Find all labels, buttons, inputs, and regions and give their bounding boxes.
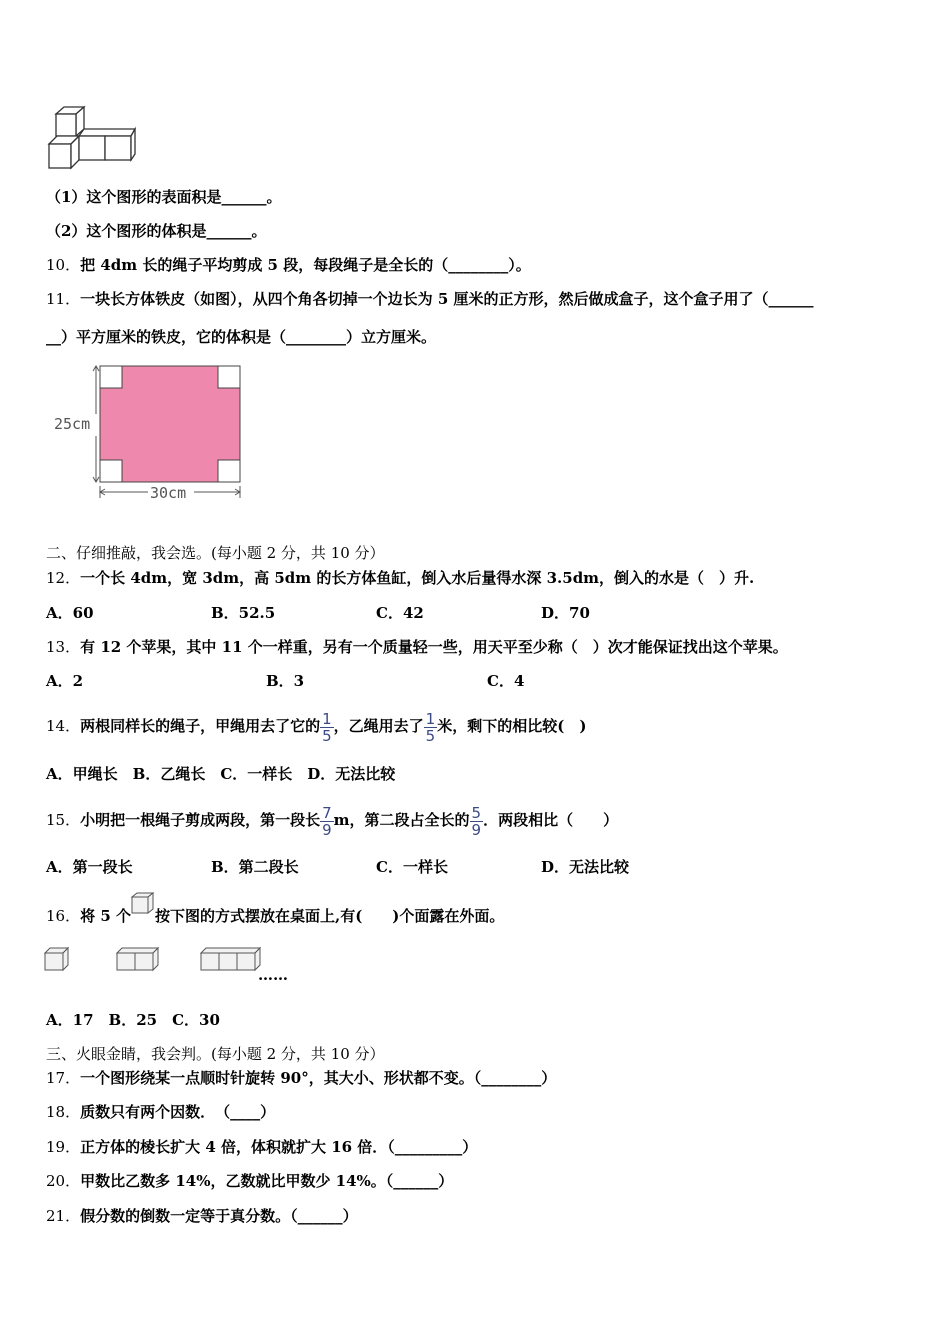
question-text: 假分数的倒数一定等于真分数。（______） [80, 1207, 358, 1225]
option-d: D．70 [541, 604, 590, 622]
question-text: 甲数比乙数多 14%，乙数就比甲数少 14%。（______） [80, 1172, 454, 1190]
cube-arrangement-figure [44, 946, 264, 974]
q9-part1: （1）这个图形的表面积是______。 [46, 188, 282, 206]
question-20 [46, 1171, 453, 1191]
option-a: A．第一段长 [46, 858, 133, 876]
option-b: B．3 [266, 672, 305, 690]
question-text: 质数只有两个因数． （____） [80, 1103, 276, 1121]
question-13 [46, 637, 788, 657]
option-c: C．42 [376, 604, 424, 622]
cube-icon [131, 892, 155, 914]
option-a: A．2 [46, 672, 84, 690]
question-14: 14．两根同样长的绳子，甲绳用去了它的 $\frac{1}{5}$ ，乙绳用去了 $\frac{1}{5}$ 米，剩下的相比较( ) [46, 709, 587, 745]
question-number: 21． [46, 1207, 81, 1225]
section-2-title: 二、仔细推敲，我会选。(每小题 2 分，共 10 分） [46, 544, 385, 562]
question-number: 15． [46, 811, 81, 829]
question-number: 20． [46, 1172, 81, 1190]
question-number: 19． [46, 1138, 81, 1156]
section-3-title: 三、火眼金睛，我会判。(每小题 2 分，共 10 分） [46, 1045, 385, 1063]
option-c: C．4 [487, 672, 525, 690]
question-text: 小明把一根绳子剪成两段，第一段长 [80, 811, 321, 829]
question-17 [46, 1068, 556, 1088]
question-21 [46, 1206, 358, 1226]
question-text: 将 5 个 [80, 907, 131, 925]
question-number: 18． [46, 1103, 81, 1121]
fraction: $\frac{5}{9}$ [471, 803, 482, 839]
question-text: 正方体的棱长扩大 4 倍，体积就扩大 16 倍．（_________） [80, 1138, 478, 1156]
question-15: 15．小明把一根绳子剪成两段，第一段长 $\frac{7}{9}$ m，第二段占全长的 $\frac{5}{9}$ ．两段相比（ ） [46, 803, 619, 839]
question-10 [46, 255, 531, 275]
question-number: 10． [46, 256, 81, 274]
question-number: 14． [46, 717, 81, 735]
figure-height-label: 25cm [54, 415, 91, 433]
sheet-metal-figure [52, 362, 252, 504]
question-text: 一个长 4dm，宽 3dm，高 5dm 的长方体鱼缸，倒入水后量得水深 3.5dm，倒入的水是（ ）升. [80, 569, 755, 587]
question-number: 17． [46, 1069, 81, 1087]
question-text: 两根同样长的绳子，甲绳用去了它的 [80, 717, 321, 735]
question-16: 16．将 5 个 按下图的方式摆放在桌面上,有( )个面露在外面。 [46, 904, 504, 926]
question-12 [46, 568, 754, 588]
question-11-line2: __）平方厘米的铁皮，它的体积是（________）立方厘米。 [46, 328, 437, 346]
question-number: 11． [46, 290, 81, 308]
question-number: 16． [46, 907, 81, 925]
question-number: 12． [46, 569, 81, 587]
figure-width-label: 30cm [150, 484, 187, 502]
question-14-options: A．甲绳长 B．乙绳长 C．一样长 D．无法比较 [46, 765, 396, 783]
question-number: 13． [46, 638, 81, 656]
option-b: B．第二段长 [211, 858, 299, 876]
question-text: 有 12 个苹果，其中 11 个一样重，另有一个质量轻一些，用天平至少称（ ）次才能保证找出这个苹果。 [80, 638, 788, 656]
option-b: B．52.5 [211, 604, 276, 622]
question-text: 把 4dm 长的绳子平均剪成 5 段，每段绳子是全长的（________）。 [80, 256, 531, 274]
fraction: $\frac{7}{9}$ [322, 803, 332, 839]
q9-part2: （2）这个图形的体积是______。 [46, 222, 267, 240]
option-c: C．一样长 [376, 858, 448, 876]
question-19 [46, 1137, 477, 1157]
question-18 [46, 1102, 275, 1122]
question-text: 一块长方体铁皮（如图），从四个角各切掉一个边长为 5 厘米的正方形，然后做成盒子，这个盒子用了（______ [80, 290, 814, 308]
question-16-options: A．17 B．25 C．30 [46, 1011, 220, 1029]
option-d: D．无法比较 [541, 858, 630, 876]
cube-figure [46, 104, 138, 170]
ellipsis: …… [258, 966, 288, 984]
option-a: A．60 [46, 604, 94, 622]
question-text: 一个图形绕某一点顺时针旋转 90°，其大小、形状都不变。（________） [80, 1069, 557, 1087]
fraction: $\frac{1}{5}$ [425, 709, 436, 745]
question-11 [46, 289, 813, 309]
fraction: $\frac{1}{5}$ [322, 709, 332, 745]
